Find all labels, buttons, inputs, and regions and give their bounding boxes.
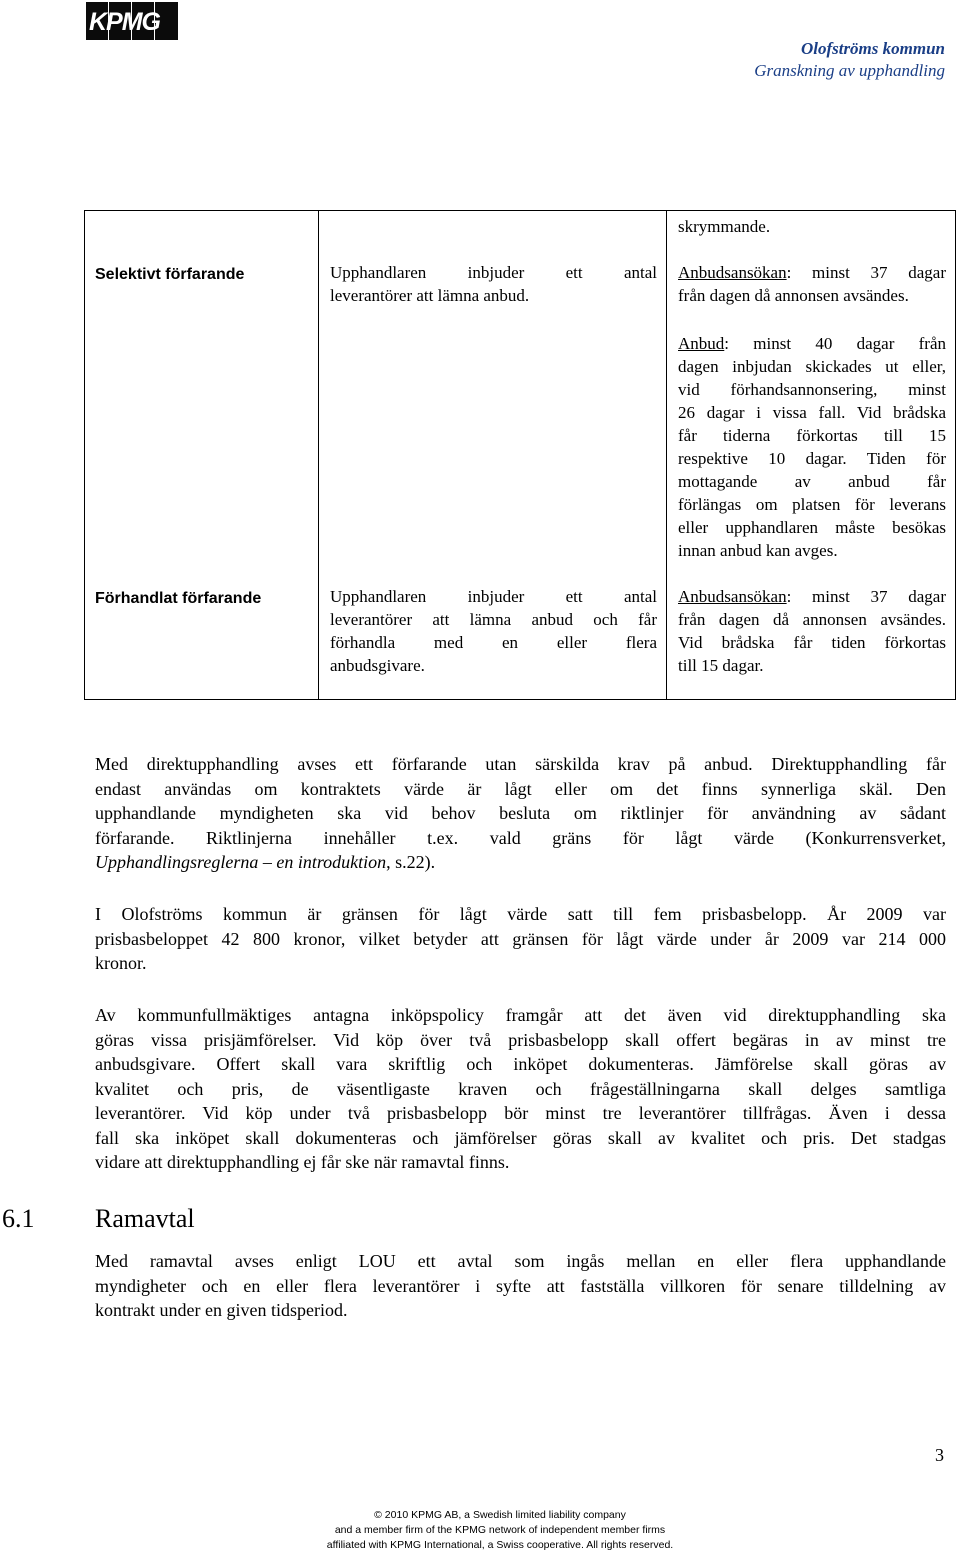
time-line: respektive 10 dagar. Tiden för (678, 449, 946, 468)
row-label-forhandlat: Förhandlat förfarande (95, 590, 262, 607)
header-organization: Olofströms kommun (800, 39, 945, 58)
time-line: eller upphandlaren måste besökas (678, 518, 946, 537)
row-label-selektivt: Selektivt förfarande (95, 266, 245, 283)
time-line: dagen inbjudan skickades ut eller, (678, 357, 946, 376)
description-line: leverantörer att lämna anbud. (330, 286, 530, 305)
paragraph-line: anbudsgivare. Offert skall vara skriftlig och inköpet dokumenteras. Jämförelse skall göras av (95, 1054, 946, 1074)
procedures-table (84, 210, 956, 700)
time-line: från dagen då annonsen avsändes. (678, 610, 946, 629)
footer-line: affiliated with KPMG International, a Swiss cooperative. All rights reserved. (326, 1539, 674, 1551)
description-line: anbudsgivare. (330, 656, 425, 675)
table-cell-fragment: skrymmande. (678, 217, 771, 236)
paragraph-line: göras vissa prisjämförelser. Vid köp över två prisbasbelopp skall offert begäras in av minst tre (95, 1029, 946, 1050)
footer (0, 1508, 960, 1553)
term-anbudsansokan: Anbudsansökan (678, 263, 787, 282)
column-divider (666, 211, 667, 699)
paragraph-line: kvalitet och pris, de väsentligaste kraven och frågeställningarna skall delges samtliga (95, 1078, 946, 1099)
kpmg-logo (86, 2, 178, 40)
paragraph-line: fall ska inköpet skall dokumenteras och jämförelser göras skall av kvalitet och pris. Det stadgas (95, 1127, 946, 1148)
paragraph-line: leverantörer. Vid köp under två prisbasbelopp bör minst tre leverantörer tillfrågas. Även i dessa (95, 1103, 946, 1123)
citation-title: Upphandlingsreglerna – en introduktion (95, 852, 387, 872)
page-number: 3 (935, 1445, 944, 1465)
row-time-selektivt-anbud (678, 332, 946, 562)
paragraph-line (95, 850, 946, 875)
paragraph-line: Av kommunfullmäktiges antagna inköpspolicy framgår att det även vid direktupphandling ska (95, 1005, 946, 1025)
header-subtitle: Granskning av upphandling (754, 61, 945, 80)
paragraph-line: myndigheter och en eller flera leverantörer i syfte att fastställa villkoren för senare tilldelning av (95, 1275, 946, 1296)
time-line-rest: : minst 37 dagar (786, 587, 946, 606)
paragraph-grans (95, 902, 946, 976)
time-line-rest: : minst 40 dagar från (724, 334, 946, 353)
paragraph-line: prisbasbeloppet 42 800 kronor, vilket betyder att gränsen för lågt värde under år 2009 var 214 000 (95, 928, 946, 949)
paragraph-ramavtal (95, 1249, 946, 1323)
paragraph-direktupphandling (95, 752, 946, 875)
footer-line: and a member firm of the KPMG network of independent member firms (334, 1524, 666, 1536)
time-line (678, 332, 946, 355)
row-time-selektivt-ansokan (678, 261, 946, 307)
description-line: Upphandlaren inbjuder ett antal (330, 263, 657, 282)
paragraph-line: Med direktupphandling avses ett förfarande utan särskilda krav på anbud. Direktupphandling får (95, 754, 946, 774)
section-number: 6.1 (2, 1204, 35, 1233)
logo-text: KPMG (89, 8, 160, 36)
term-anbudsansokan: Anbudsansökan (678, 587, 787, 606)
time-line: mottagande av anbud får (678, 472, 946, 491)
description-line: Upphandlaren inbjuder ett antal (330, 587, 657, 606)
time-line (678, 585, 946, 608)
paragraph-line: I Olofströms kommun är gränsen för lågt värde satt till fem prisbasbelopp. År 2009 var (95, 904, 946, 924)
section-title: Ramavtal (95, 1204, 195, 1233)
time-line: får tiderna förkortas till 15 (678, 426, 946, 445)
time-line: Vid brådska får tiden förkortas (678, 633, 946, 652)
paragraph-line: kontrakt under en given tidsperiod. (95, 1300, 348, 1320)
time-line: till 15 dagar. (678, 656, 764, 675)
paragraph-line: förfarande. Riktlinjerna innehåller t.ex. vald gräns för lågt värde (Konkurrensverket, (95, 827, 946, 848)
description-line: leverantörer att lämna anbud och får (330, 610, 657, 629)
time-line: från dagen då annonsen avsändes. (678, 286, 909, 305)
time-line: 26 dagar i vissa fall. Vid brådska (678, 403, 946, 422)
time-line: förlängas om platsen för leverans (678, 495, 946, 514)
paragraph-line: vidare att direktupphandling ej får ske när ramavtal finns. (95, 1152, 510, 1172)
time-line (678, 261, 946, 284)
paragraph-line: upphandlande myndigheten ska vid behov besluta om riktlinjer för användning av sådant (95, 803, 946, 823)
paragraph-inkopspolicy (95, 1003, 946, 1175)
time-line-rest: : minst 37 dagar (786, 263, 946, 282)
description-line: förhandla med en eller flera (330, 633, 657, 652)
footer-line: © 2010 KPMG AB, a Swedish limited liability company (374, 1509, 626, 1521)
paragraph-line: Med ramavtal avses enligt LOU ett avtal som ingås mellan en eller flera upphandlande (95, 1251, 946, 1271)
column-divider (318, 211, 319, 699)
paragraph-line: kronor. (95, 953, 147, 973)
term-anbud: Anbud (678, 334, 725, 353)
time-line: innan anbud kan avges. (678, 541, 838, 560)
row-time-forhandlat (678, 585, 946, 677)
row-description-forhandlat (330, 585, 657, 677)
time-line: vid förhandsannonsering, minst (678, 380, 946, 399)
row-description-selektivt (330, 261, 657, 307)
paragraph-line: endast användas om kontraktets värde är lågt eller om det finns synnerliga skäl. Den (95, 778, 946, 799)
citation-tail: , s.22). (386, 852, 436, 872)
